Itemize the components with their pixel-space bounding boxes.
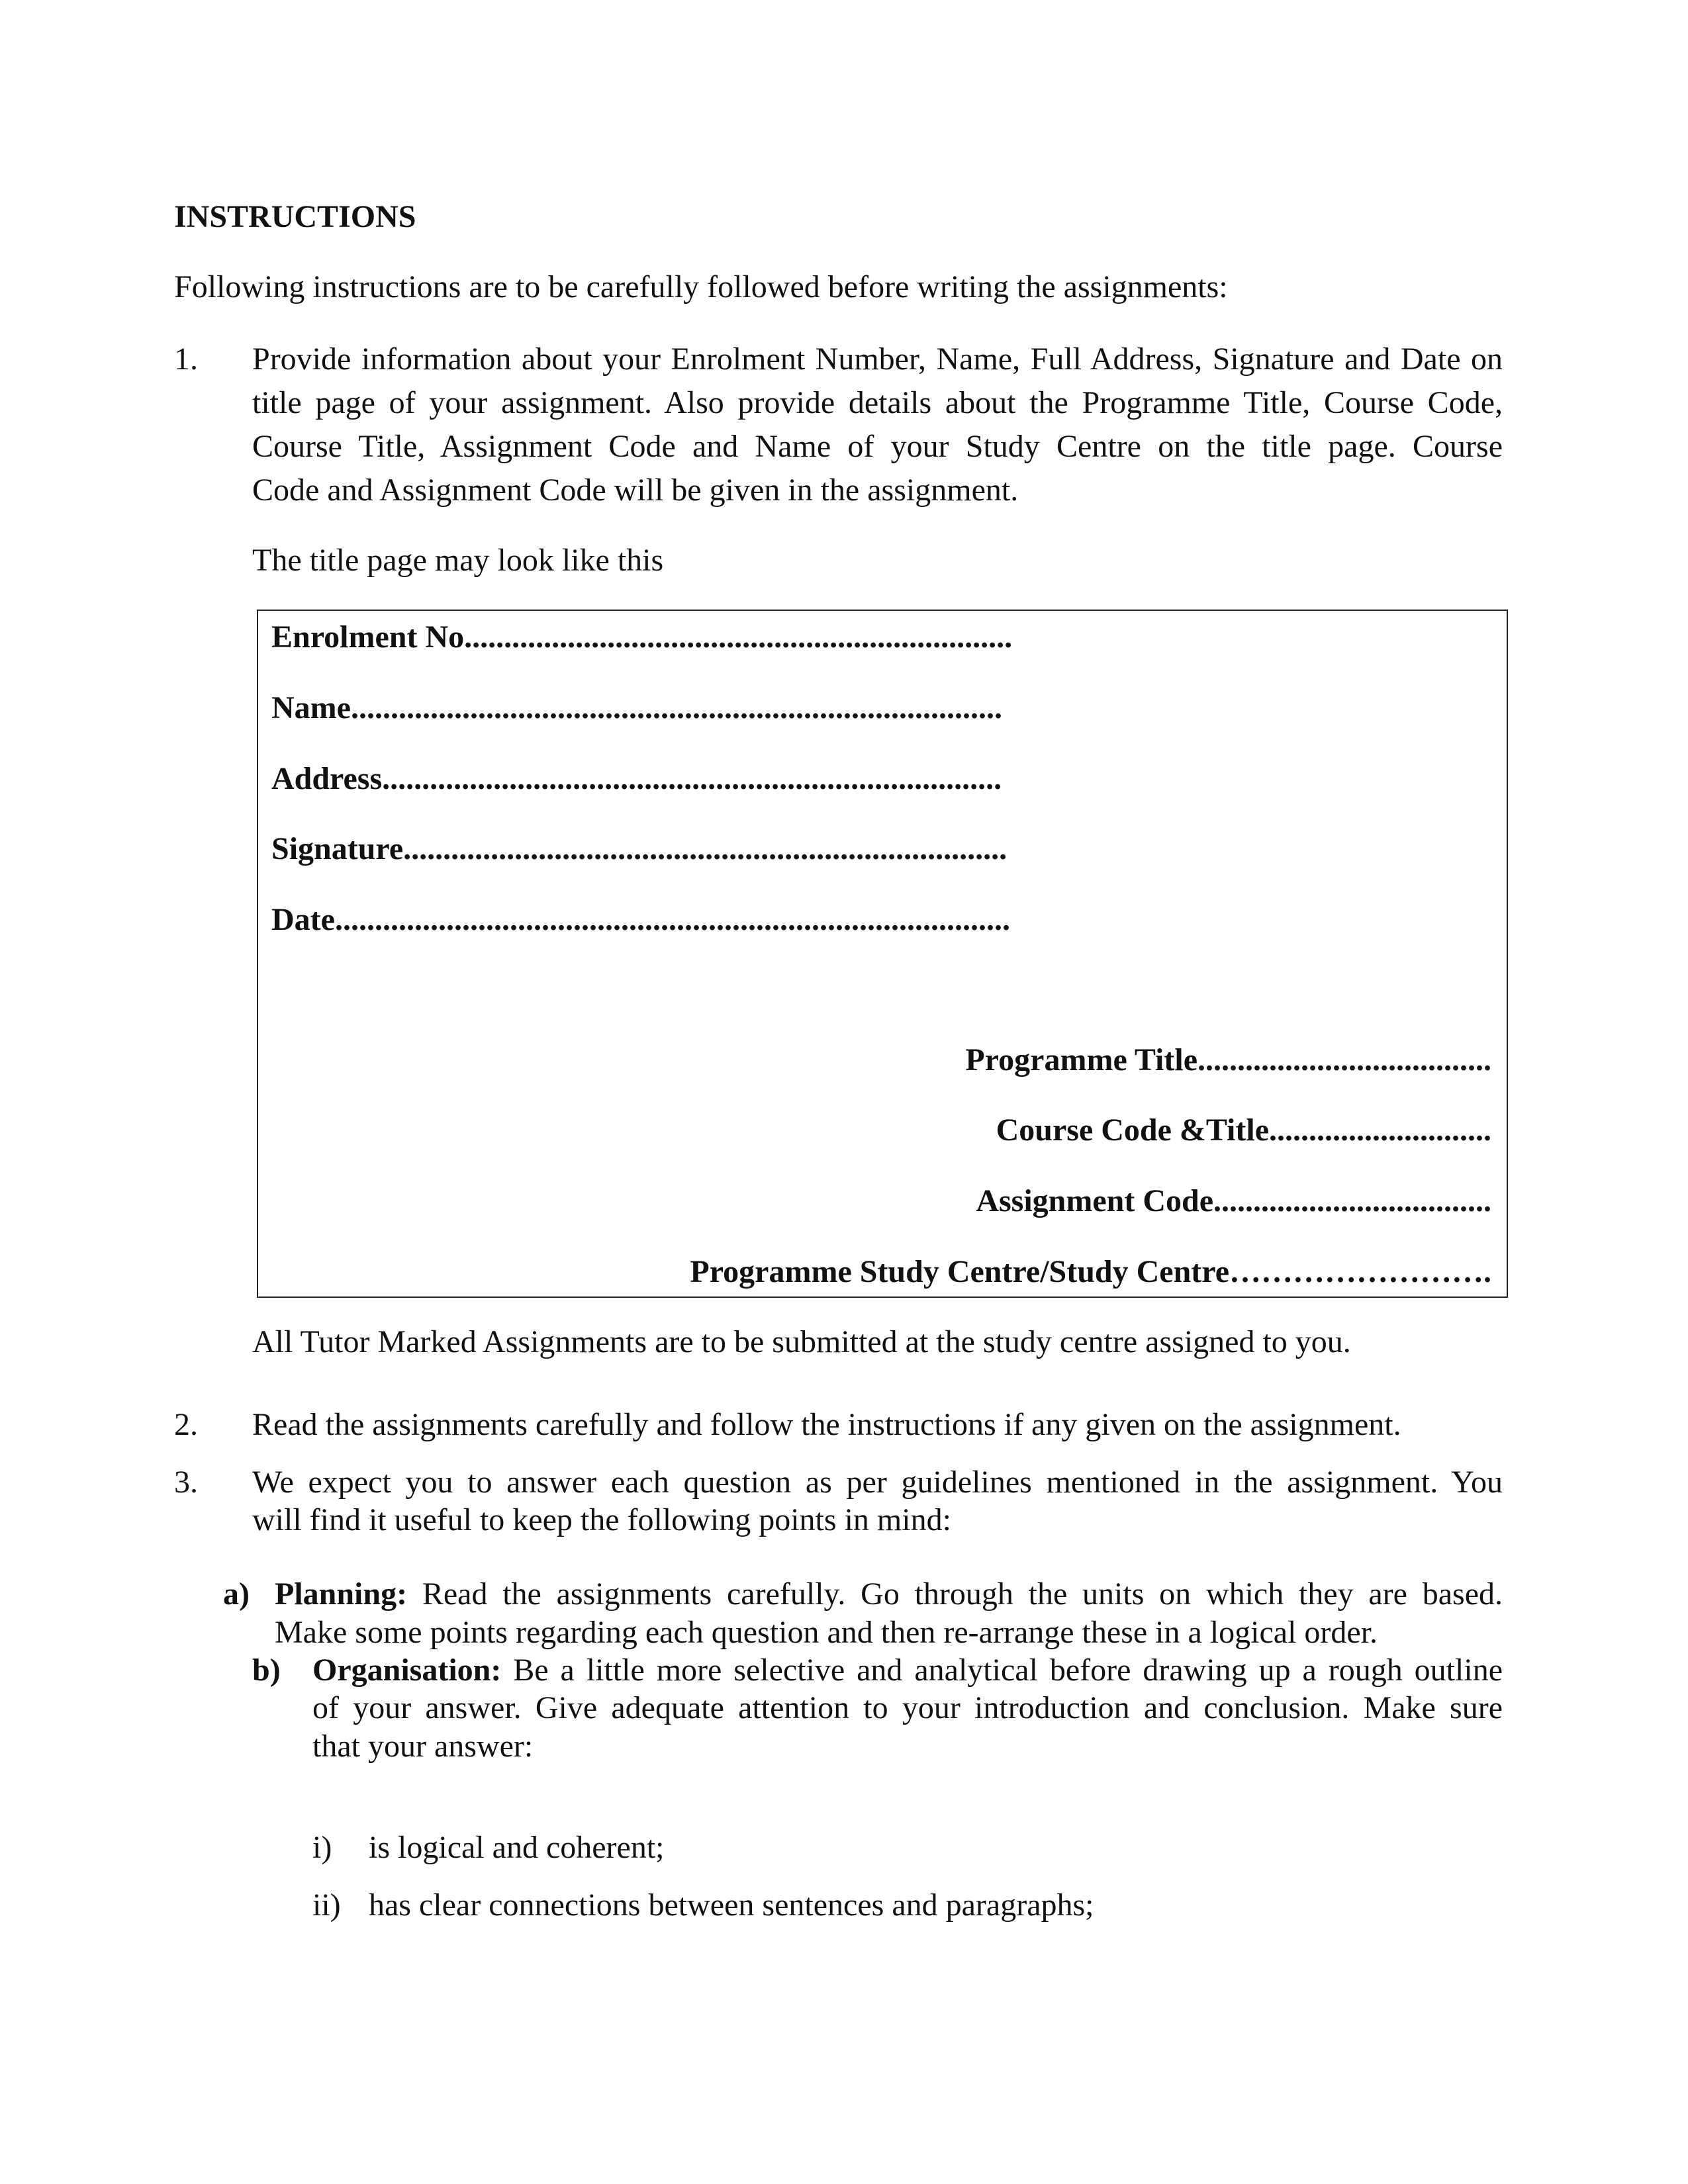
assignment-code-field: Assignment Code................................... (976, 1183, 1491, 1218)
point-a-line-2: Make some points regarding each question and then re-arrange these in a logical order. (275, 1615, 1378, 1650)
item-1-line-1: Provide information about your Enrolment Number, Name, Full Address, Signature and Date on (252, 341, 1503, 377)
address-field: Address.............................................................................. (271, 761, 1002, 796)
item-1-line-2: title page of your assignment. Also provide details about the Programme Title, Course Code, (252, 385, 1503, 420)
point-b-label: Organisation: (312, 1653, 502, 1688)
sub-point-i-marker: i) (312, 1830, 332, 1865)
intro-text: Following instructions are to be carefully followed before writing the assignments: (174, 269, 1228, 304)
point-b-line-2: of your answer. Give adequate attention to your introduction and conclusion. Make sure (312, 1690, 1503, 1725)
point-a-text: Read the assignments carefully. Go through the units on which they are based. (407, 1576, 1503, 1612)
signature-field: Signature............................................................................ (271, 831, 1008, 866)
title-page-note: The title page may look like this (252, 543, 664, 578)
enrolment-no-field: Enrolment No..................................................................... (271, 619, 1013, 655)
course-code-title-field: Course Code &Title............................ (996, 1113, 1491, 1148)
item-3-line-1: We expect you to answer each question as per guidelines mentioned in the assignment. You (252, 1465, 1503, 1500)
item-1-number: 1. (174, 341, 198, 377)
item-3-line-2: will find it useful to keep the following points in mind: (252, 1502, 951, 1537)
item-1-line-4: Code and Assignment Code will be given in the assignment. (252, 473, 1019, 508)
item-1-line-3: Course Title, Assignment Code and Name of your Study Centre on the title page. Course (252, 429, 1503, 464)
point-a-line-1 (275, 1578, 1503, 1610)
item-2-text: Read the assignments carefully and follow the instructions if any given on the assignment. (252, 1407, 1401, 1442)
item-2-number: 2. (174, 1407, 198, 1442)
point-b-text: Be a little more selective and analytical before drawing up a rough outline (501, 1653, 1503, 1688)
item-3-number: 3. (174, 1465, 198, 1500)
programme-title-field: Programme Title..................................... (965, 1042, 1491, 1077)
point-a-label: Planning: (275, 1576, 408, 1612)
point-b-marker: b) (252, 1653, 281, 1688)
title-page-sample-box (257, 610, 1508, 1298)
point-b-line-1 (312, 1655, 1503, 1686)
name-field: Name.................................................................................. (271, 690, 1002, 725)
point-a-marker: a) (223, 1576, 250, 1612)
point-b-line-3: that your answer: (312, 1729, 534, 1764)
submission-note: All Tutor Marked Assignments are to be submitted at the study centre assigned to you. (252, 1324, 1351, 1359)
date-field: Date..................................................................................... (271, 902, 1010, 937)
page-heading: INSTRUCTIONS (174, 199, 416, 234)
study-centre-field: Programme Study Centre/Study Centre……………………. (690, 1254, 1491, 1289)
sub-point-i-text: is logical and coherent; (369, 1830, 665, 1865)
sub-point-ii-marker: ii) (312, 1888, 341, 1923)
sub-point-ii-text: has clear connections between sentences and paragraphs; (369, 1888, 1094, 1923)
